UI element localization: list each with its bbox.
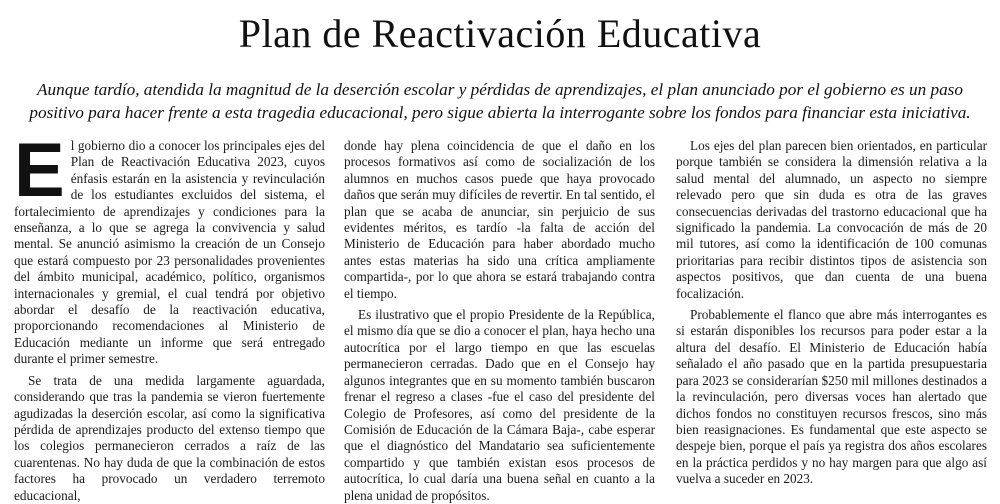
article-lede: Aunque tardío, atendida la magnitud de la deserción escolar y pérdidas de aprendizajes, el plan anunciado por el gobierno es un paso positivo para hacer frente a esta tragedia educacional, pero sigue abierta la interrogante sobre los fondos para financiar esta iniciativa. (29, 80, 971, 122)
paragraph: Se trata de una medida largamente aguardada, considerando que tras la pandemia se vieron fuertemente agudizadas la deserción escolar, así como la significativa pérdida de aprendizajes producto del extenso tiempo que los colegios permanecieron cerrados a raíz de las cuarentenas. No hay duda de que la combinación de estos factores ha provocado un verdadero terremoto educacional, (14, 372, 325, 503)
column-1 (14, 128, 325, 503)
paragraph: Probablemente el flanco que abre más interrogantes es si estarán disponibles los recursos para poder estar a la altura del desafío. El Ministerio de Educación había señalado el año pasado que en la partida presupuestaria para 2023 se considerarían $250 mil millones destinados a la revinculación, pero diversas voces han alertado que dichos fondos no constituyen recursos frescos, sino más bien reasignaciones. Es fundamental que este aspecto se despeje bien, porque el país ya registra dos años escolares en la práctica perdidos y no hay margen para que algo así vuelva a suceder en 2023. (676, 307, 987, 487)
paragraph-text: l gobierno dio a conocer los principales ejes del Plan de Reactivación Educativa 2023, cuyos énfasis estarán en la asistencia y revinculación de los estudiantes excluidos del sistema, el fortalecimiento de aprendizajes y condiciones para la enseñanza, a lo que se agrega la convivencia y salud mental. Se anunció asimismo la creación de un Consejo que estará compuesto por 23 personalidades provenientes del ámbito municipal, académico, político, organismos internacionales y gremial, el cual tendrá por objetivo abordar el desafío de la reactivación educativa, proporcionando recomendaciones al Ministerio de Educación mediante un informe que será entregado durante el primer semestre. (14, 138, 325, 367)
article-title: Plan de Reactivación Educativa (238, 11, 762, 56)
paragraph: donde hay plena coincidencia de que el daño en los procesos formativos así como de socialización de los alumnos en muchos casos puede que haya provocado daños que serán muy difíciles de revertir. En tal sentido, el plan que se acaba de anunciar, sin perjuicio de sus evidentes méritos, es tardío -la falta de acción del Ministerio de Educación para haber abordado mucho antes estas materias ha sido una crítica ampliamente compartida-, por lo que ahora se estará trabajando contra el tiempo. (344, 138, 655, 301)
drop-cap: E (14, 128, 65, 213)
paragraph: Es ilustrativo que el propio Presidente de la República, el mismo día que se dio a conocer el plan, haya hecho una autocrítica por el largo tiempo en que las escuelas permanecieron cerradas. Dado que en el Consejo hay algunos integrantes que en su momento también buscaron frenar el regreso a clases -fue el caso del presidente del Colegio de Profesores, así como del presidente de la Comisión de Educación de la Cámara Baja-, cabe esperar que el diagnóstico del Mandatario sea suficientemente compartido y que también existan esos procesos de autocrítica, lo cual daría una buena señal en cuanto a la plena unidad de propósitos. (344, 307, 655, 503)
column-2 (344, 138, 655, 503)
paragraph: Los ejes del plan parecen bien orientados, en particular porque también se considera la dimensión relativa a la salud mental del alumnado, un aspecto no siempre relevado pero que sin duda es otra de las graves consecuencias derivadas del trastorno educacional que ha significado la pandemia. La convocación de más de 20 mil tutores, así como la identificación de 100 comunas prioritarias para recibir distintos tipos de asistencia son aspectos positivos, que dan cuenta de una buena focalización. (676, 138, 987, 301)
paragraph (14, 128, 325, 368)
column-3 (676, 138, 987, 487)
article-body (14, 128, 988, 503)
